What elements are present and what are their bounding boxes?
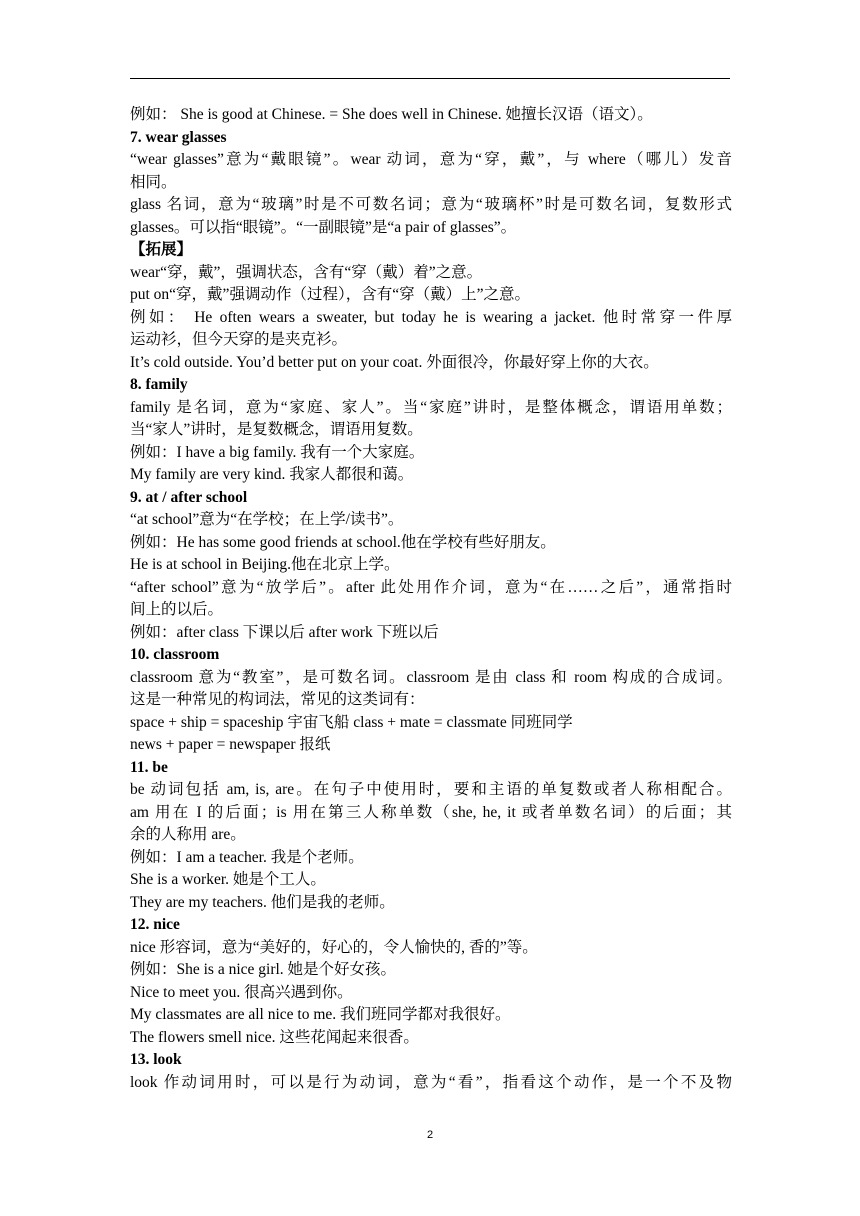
text-line: be 动词包括 am, is, are。在句子中使用时，要和主语的单复数或者人称相配合。 <box>130 781 732 798</box>
text-line: news + paper = newspaper 报纸 <box>130 736 331 753</box>
text-line: 当“家人”讲时，是复数概念，谓语用复数。 <box>130 421 423 438</box>
text-line: 余的人称用 are。 <box>130 826 246 843</box>
text-line: She is a worker. 她是个工人。 <box>130 871 326 888</box>
text-line: glass 名词，意为“玻璃”时是不可数名词；意为“玻璃杯”时是可数名词，复数形式 <box>130 196 732 213</box>
page-number: 2 <box>426 1129 434 1141</box>
document-body <box>130 104 732 1094</box>
text-line: am 用在 I 的后面；is 用在第三人称单数（she, he, it 或者单数名词）的后面；其 <box>130 803 732 821</box>
text-line: space + ship = spaceship 宇宙飞船 class + mate = classmate 同班同学 <box>130 713 573 731</box>
text-line: 例如：She is a nice girl. 她是个好女孩。 <box>130 961 397 978</box>
text-line: 运动衫，但今天穿的是夹克衫。 <box>130 331 348 348</box>
section-heading: 【拓展】 <box>130 241 193 258</box>
text-line: family 是名词，意为“家庭、家人”。当“家庭”讲时，是整体概念，谓语用单数； <box>130 398 732 416</box>
text-line: look 作动词用时，可以是行为动词，意为“看”，指看这个动作，是一个不及物 <box>130 1073 732 1091</box>
text-line: 例如：He has some good friends at school.他在学校有些好朋友。 <box>130 533 556 551</box>
section-heading: 13. look <box>130 1051 182 1068</box>
text-line: wear“穿，戴”，强调状态，含有“穿（戴）着”之意。 <box>130 263 483 281</box>
text-line: It’s cold outside. You’d better put on your coat. 外面很冷，你最好穿上你的大衣。 <box>130 353 659 371</box>
text-line: 例如： She is good at Chinese. = She does well in Chinese. 她擅长汉语（语文）。 <box>130 106 653 123</box>
text-line: 例如：after class 下课以后 after work 下班以后 <box>130 623 439 641</box>
text-line: 例如： He often wears a sweater, but today he is wearing a jacket. 他时常穿一件厚 <box>130 308 732 326</box>
text-line: 这是一种常见的构词法，常见的这类词有： <box>130 691 425 708</box>
text-line: 相同。 <box>130 173 177 191</box>
text-line: 例如：I have a big family. 我有一个大家庭。 <box>130 443 425 461</box>
section-heading: 11. be <box>130 758 168 776</box>
section-heading: 7. wear glasses <box>130 128 227 146</box>
text-line: They are my teachers. 他们是我的老师。 <box>130 893 395 911</box>
section-heading: 9. at / after school <box>130 488 248 506</box>
text-line: He is at school in Beijing.他在北京上学。 <box>130 556 400 573</box>
text-line: My family are very kind. 我家人都很和蔼。 <box>130 466 414 483</box>
text-line: nice 形容词，意为“美好的，好心的，令人愉快的, 香的”等。 <box>130 938 538 956</box>
text-line: The flowers smell nice. 这些花闻起来很香。 <box>130 1028 419 1046</box>
text-line: My classmates are all nice to me. 我们班同学都对我很好。 <box>130 1006 511 1023</box>
text-line: “at school”意为“在学校；在上学/读书”。 <box>130 511 404 528</box>
section-heading: 10. classroom <box>130 646 220 663</box>
text-line: “after school”意为“放学后”。after 此处用作介词，意为“在……之后”，通常指时 <box>130 578 732 596</box>
text-line: 间上的以后。 <box>130 601 224 618</box>
text-line: put on“穿，戴”强调动作（过程），含有“穿（戴）上”之意。 <box>130 286 530 303</box>
text-line: “wear glasses”意为“戴眼镜”。wear 动词，意为“穿，戴”，与 where（哪儿）发音 <box>130 151 732 168</box>
text-line: classroom 意为“教室”，是可数名词。classroom 是由 class 和 room 构成的合成词。 <box>130 668 732 686</box>
text-line: 例如：I am a teacher. 我是个老师。 <box>130 848 364 866</box>
header-rule <box>130 78 730 79</box>
section-heading: 12. nice <box>130 916 180 933</box>
text-line: Nice to meet you. 很高兴遇到你。 <box>130 983 353 1001</box>
section-heading: 8. family <box>130 376 188 393</box>
text-line: glasses。可以指“眼镜”。“一副眼镜”是“a pair of glasses”。 <box>130 218 517 236</box>
